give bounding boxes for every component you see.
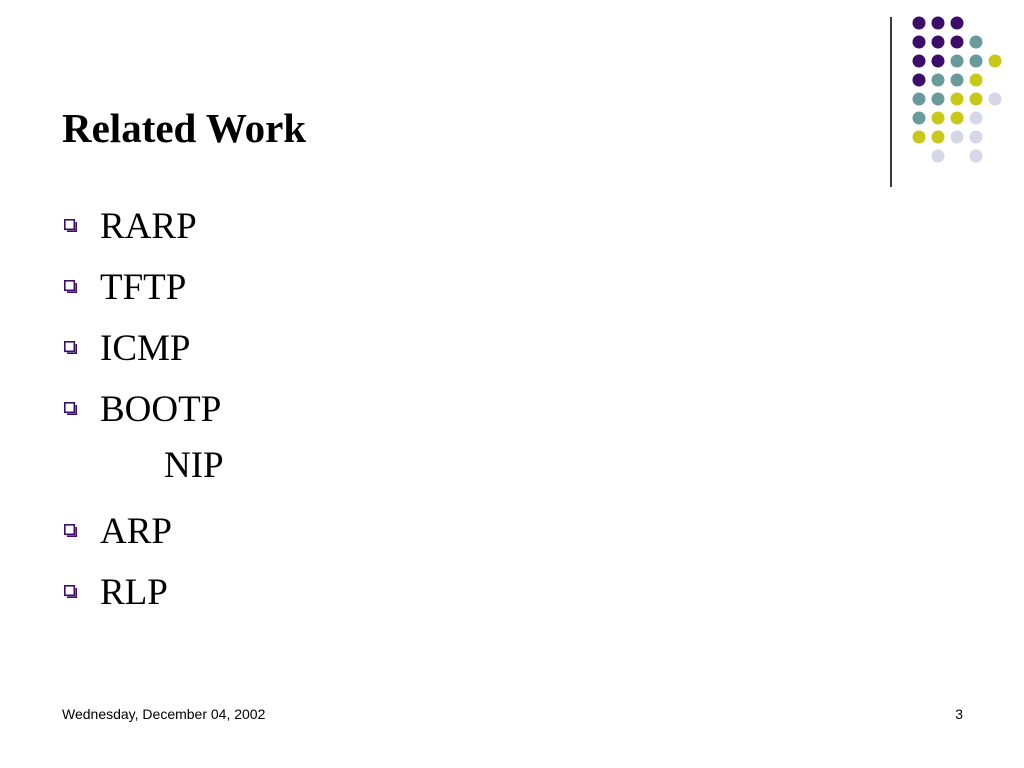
decorative-dot-grid: [0, 0, 1024, 200]
decorative-dot: [913, 74, 926, 87]
decorative-dot: [932, 93, 945, 106]
decorative-dot: [932, 112, 945, 125]
decorative-dot: [932, 55, 945, 68]
slide-title: Related Work: [62, 105, 307, 151]
decorative-dot: [913, 131, 926, 144]
bullet-item: [62, 257, 762, 318]
decorative-dot: [932, 17, 945, 30]
bullet-text: ICMP: [100, 328, 191, 369]
square-bullet-icon: [64, 585, 77, 598]
bullet-item: [62, 196, 762, 257]
decorative-dot: [932, 150, 945, 163]
decorative-dot: [970, 74, 983, 87]
bullet-text: TFTP: [100, 267, 187, 308]
sub-bullet-item: [62, 440, 762, 501]
decorative-dot: [913, 55, 926, 68]
bullet-text: BOOTP: [100, 389, 222, 430]
decorative-dot: [989, 55, 1002, 68]
bullet-text: ARP: [100, 511, 172, 552]
page-number: 3: [955, 706, 963, 722]
decorative-dot: [932, 131, 945, 144]
decorative-dot: [951, 74, 964, 87]
bullet-item: [62, 379, 762, 440]
decorative-dot: [932, 36, 945, 49]
bullet-item: [62, 501, 762, 562]
decorative-dot: [913, 17, 926, 30]
footer-date: Wednesday, December 04, 2002: [62, 706, 266, 722]
bullet-item: [62, 562, 762, 623]
decorative-dot: [932, 74, 945, 87]
decorative-dot: [970, 93, 983, 106]
decorative-dot: [970, 55, 983, 68]
square-bullet-icon: [64, 524, 77, 537]
decorative-dot: [951, 93, 964, 106]
decorative-dot: [970, 150, 983, 163]
bullet-item: [62, 318, 762, 379]
bullet-list: [62, 196, 762, 623]
vertical-divider-line: [890, 17, 892, 187]
decorative-dot: [970, 36, 983, 49]
decorative-dot: [913, 36, 926, 49]
square-bullet-icon: [64, 219, 77, 232]
decorative-dot: [913, 112, 926, 125]
decorative-dot: [970, 131, 983, 144]
bullet-text: RARP: [100, 206, 197, 247]
decorative-dot: [951, 17, 964, 30]
decorative-dot: [989, 93, 1002, 106]
decorative-dot: [970, 112, 983, 125]
decorative-dot: [913, 93, 926, 106]
sub-bullet-text: NIP: [164, 445, 224, 486]
square-bullet-icon: [64, 402, 77, 415]
square-bullet-icon: [64, 280, 77, 293]
decorative-dot: [951, 36, 964, 49]
decorative-dot: [951, 55, 964, 68]
bullet-text: RLP: [100, 572, 168, 613]
decorative-dot: [951, 112, 964, 125]
square-bullet-icon: [64, 341, 77, 354]
decorative-dot: [951, 131, 964, 144]
